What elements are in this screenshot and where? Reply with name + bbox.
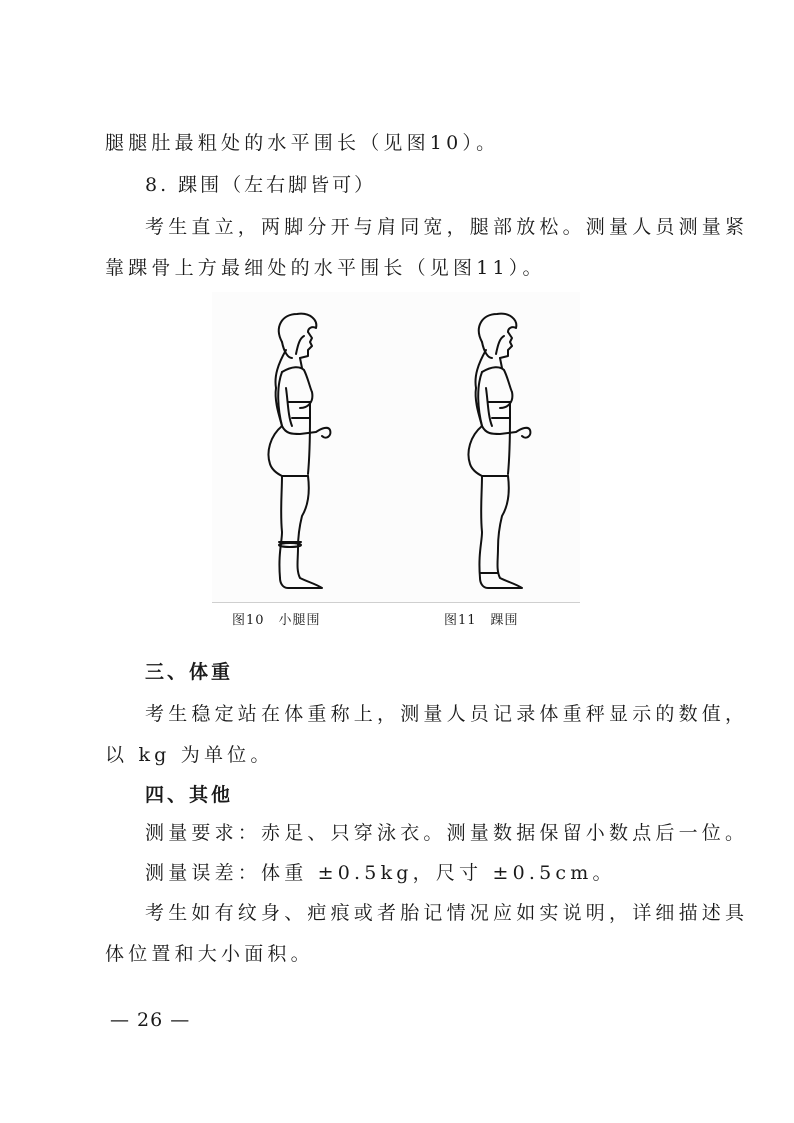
disclosure-note-line-1: 考生如有纹身、疤痕或者胎记情况应如实说明，详细描述具: [145, 902, 749, 924]
figure-10-caption: [232, 612, 321, 630]
figure-panel: [212, 292, 580, 603]
figure-11-caption: [444, 612, 519, 630]
measurement-requirements: 测量要求：赤足、只穿泳衣。测量数据保留小数点后一位。: [145, 822, 749, 844]
measurement-tolerance: 测量误差：体重 ±0.5kg，尺寸 ±0.5cm。: [145, 862, 616, 884]
continuation-text: 腿腿肚最粗处的水平围长（见图10）。: [105, 132, 500, 154]
figure-10-calf-illustration: [252, 292, 402, 602]
figure-10-number: 图10: [232, 613, 265, 628]
figure-11-number: 图11: [444, 613, 477, 628]
figure-11-ankle-illustration: [452, 292, 602, 602]
section-weight-heading: 三、体重: [145, 661, 234, 683]
section-8-paragraph-line-2: 靠踝骨上方最细处的水平围长（见图11）。: [105, 257, 546, 279]
figure-11-label: 踝围: [490, 613, 519, 628]
section-weight-paragraph-line-2: 以 kg 为单位。: [105, 744, 274, 766]
section-weight-paragraph-line-1: 考生稳定站在体重称上，测量人员记录体重秤显示的数值，: [145, 703, 749, 725]
section-other-heading: 四、其他: [145, 784, 234, 806]
page-number: — 26 —: [110, 1009, 191, 1031]
section-8-paragraph-line-1: 考生直立，两脚分开与肩同宽，腿部放松。测量人员测量紧: [145, 216, 749, 238]
figure-10-label: 小腿围: [278, 613, 321, 628]
disclosure-note-line-2: 体位置和大小面积。: [105, 943, 314, 965]
section-8-heading: 8. 踝围（左右脚皆可）: [145, 174, 377, 196]
